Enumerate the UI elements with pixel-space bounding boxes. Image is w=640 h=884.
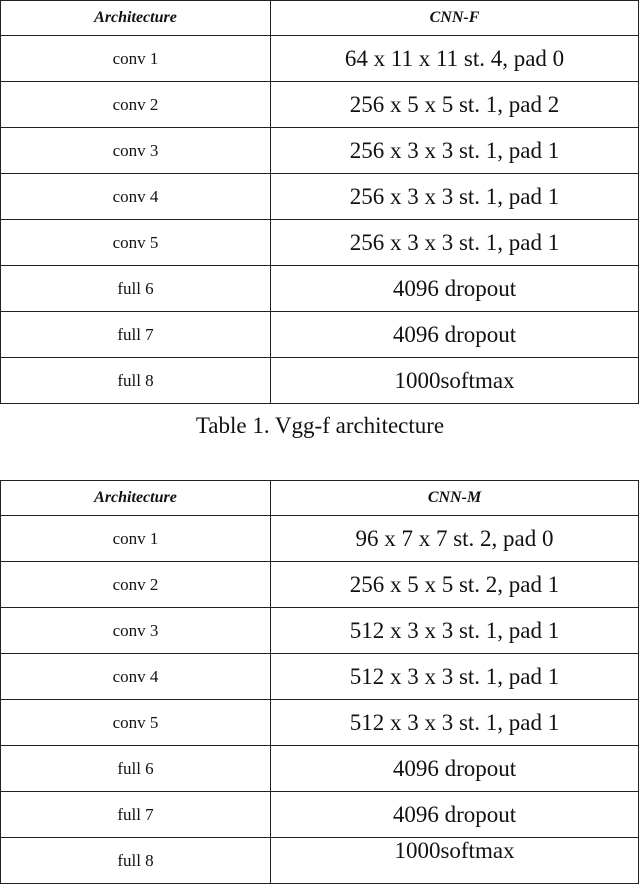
table-row bbox=[1, 654, 639, 700]
table-row bbox=[1, 82, 639, 128]
layer-name: full 8 bbox=[1, 838, 271, 884]
layer-name: conv 5 bbox=[1, 700, 271, 746]
column-header-architecture: Architecture bbox=[1, 481, 271, 516]
layer-spec: 512 x 3 x 3 st. 1, pad 1 bbox=[271, 608, 639, 654]
layer-spec: 256 x 3 x 3 st. 1, pad 1 bbox=[271, 220, 639, 266]
table-header-row bbox=[1, 1, 639, 36]
layer-spec: 4096 dropout bbox=[271, 312, 639, 358]
column-header-model: CNN-M bbox=[271, 481, 639, 516]
layer-spec: 512 x 3 x 3 st. 1, pad 1 bbox=[271, 654, 639, 700]
cnn-m-architecture-table bbox=[0, 480, 639, 884]
table-row bbox=[1, 562, 639, 608]
layer-spec: 256 x 5 x 5 st. 2, pad 1 bbox=[271, 562, 639, 608]
table-row bbox=[1, 266, 639, 312]
vgg-f-architecture-table bbox=[0, 0, 639, 404]
layer-name: conv 1 bbox=[1, 36, 271, 82]
layer-name: full 7 bbox=[1, 312, 271, 358]
layer-name: full 7 bbox=[1, 792, 271, 838]
layer-spec: 64 x 11 x 11 st. 4, pad 0 bbox=[271, 36, 639, 82]
layer-name: conv 2 bbox=[1, 82, 271, 128]
table-row bbox=[1, 608, 639, 654]
table-header-row bbox=[1, 481, 639, 516]
layer-spec: 96 x 7 x 7 st. 2, pad 0 bbox=[271, 516, 639, 562]
table-row bbox=[1, 174, 639, 220]
layer-spec: 256 x 3 x 3 st. 1, pad 1 bbox=[271, 128, 639, 174]
table-row bbox=[1, 36, 639, 82]
column-header-model: CNN-F bbox=[271, 1, 639, 36]
layer-spec: 4096 dropout bbox=[271, 792, 639, 838]
table-row bbox=[1, 746, 639, 792]
table-row bbox=[1, 516, 639, 562]
layer-spec: 1000softmax bbox=[271, 358, 639, 404]
table-caption: Table 1. Vgg-f architecture bbox=[195, 413, 445, 438]
layer-spec: 256 x 5 x 5 st. 1, pad 2 bbox=[271, 82, 639, 128]
table-row bbox=[1, 128, 639, 174]
layer-name: full 8 bbox=[1, 358, 271, 404]
layer-name: conv 2 bbox=[1, 562, 271, 608]
layer-spec: 512 x 3 x 3 st. 1, pad 1 bbox=[271, 700, 639, 746]
layer-name: conv 3 bbox=[1, 608, 271, 654]
layer-spec: 1000softmax bbox=[271, 838, 639, 884]
layer-spec: 4096 dropout bbox=[271, 266, 639, 312]
table-row bbox=[1, 700, 639, 746]
column-header-architecture: Architecture bbox=[1, 1, 271, 36]
layer-spec: 4096 dropout bbox=[271, 746, 639, 792]
table-row bbox=[1, 220, 639, 266]
layer-name: full 6 bbox=[1, 746, 271, 792]
table-row bbox=[1, 312, 639, 358]
table-row bbox=[1, 358, 639, 404]
layer-name: conv 5 bbox=[1, 220, 271, 266]
layer-name: conv 3 bbox=[1, 128, 271, 174]
table-row bbox=[1, 792, 639, 838]
layer-name: conv 4 bbox=[1, 654, 271, 700]
layer-name: conv 4 bbox=[1, 174, 271, 220]
layer-spec: 256 x 3 x 3 st. 1, pad 1 bbox=[271, 174, 639, 220]
layer-name: full 6 bbox=[1, 266, 271, 312]
table-row bbox=[1, 838, 639, 884]
layer-name: conv 1 bbox=[1, 516, 271, 562]
